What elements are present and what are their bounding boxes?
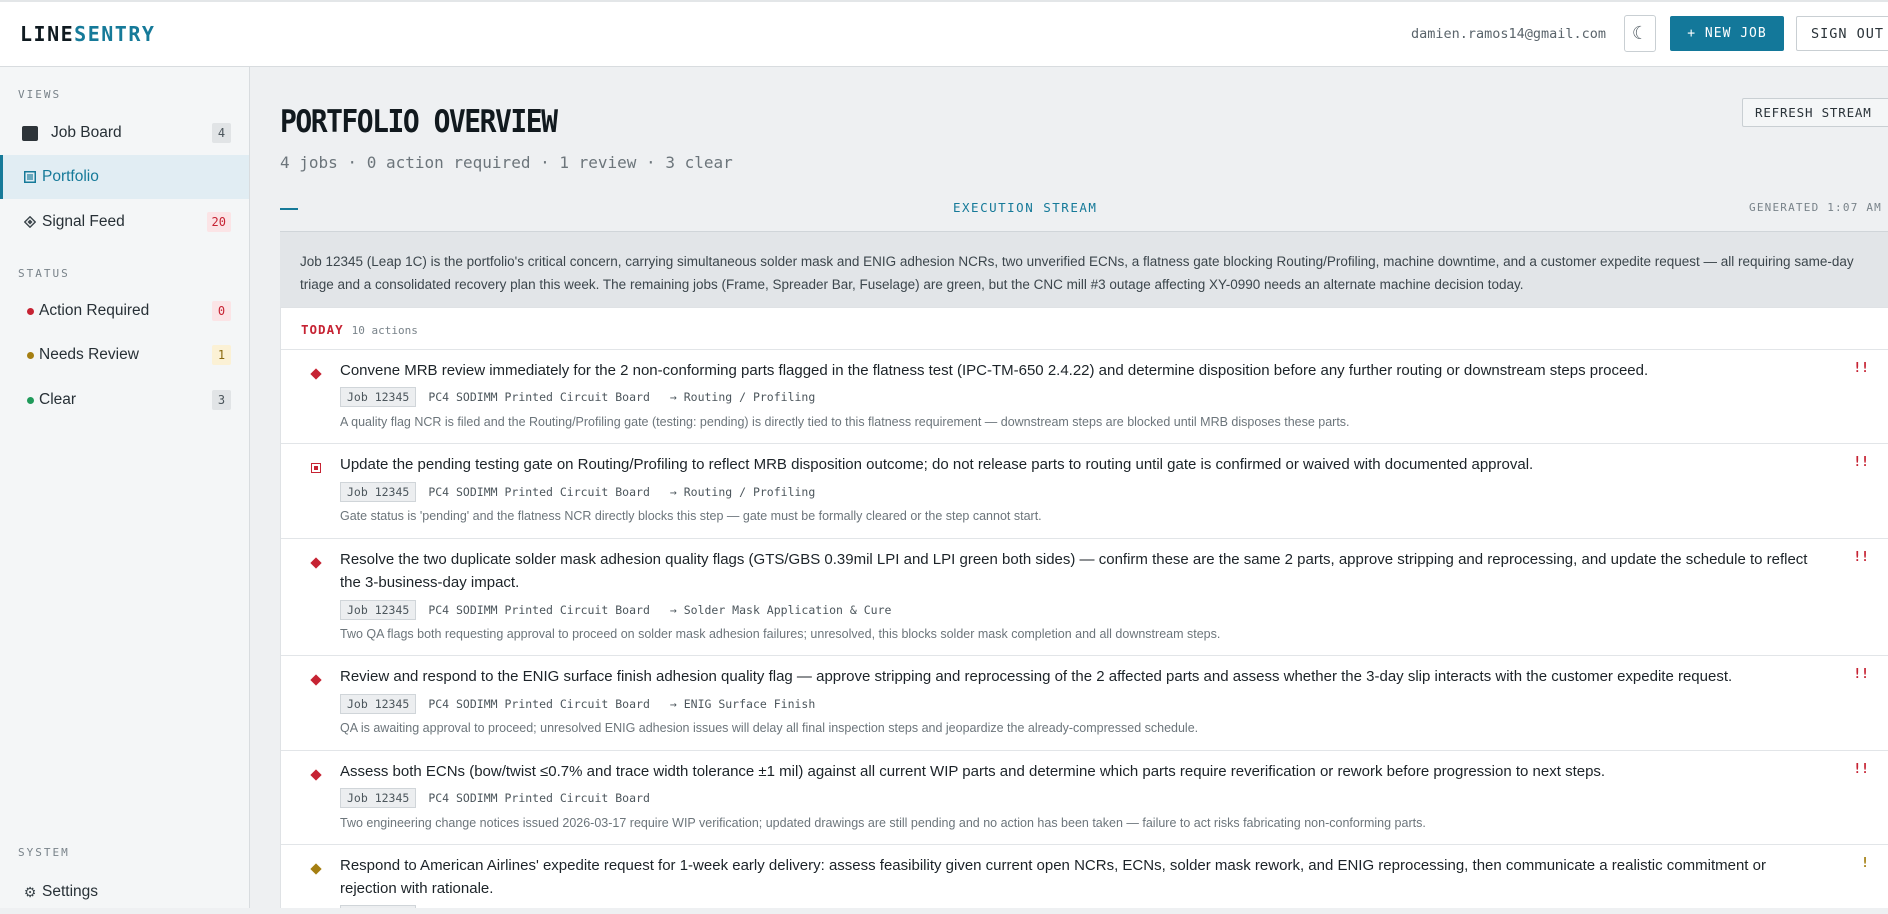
action-note: A quality flag NCR is filed and the Routing/Profiling gate (testing: pending) is directly tied to this flatness requirement — downstream steps are blocked until MRB disposes these parts.: [340, 415, 1350, 429]
stream-divider: [280, 208, 298, 210]
action-required-count: 0: [212, 301, 231, 321]
sign-out-button[interactable]: SIGN OUT: [1796, 16, 1888, 51]
part-name: PC4 SODIMM Printed Circuit Board: [428, 791, 650, 805]
gate-icon: [311, 463, 321, 473]
step-name: → Solder Mask Application & Cure: [669, 603, 892, 617]
generated-timestamp: GENERATED 1:07 AM: [1749, 201, 1882, 214]
review-diamond-icon: [310, 863, 321, 874]
priority-marker: !!: [1853, 762, 1869, 777]
critical-diamond-icon: [310, 368, 321, 379]
priority-marker: !!: [1853, 455, 1869, 470]
sidebar-item-label: Needs Review: [39, 346, 139, 363]
status-dot-green: [22, 397, 38, 404]
app-logo[interactable]: [20, 22, 155, 46]
sidebar-item-signal-feed[interactable]: [0, 200, 249, 244]
action-meta: [340, 482, 815, 502]
sidebar-item-needs-review[interactable]: [0, 333, 249, 377]
critical-diamond-icon: [310, 769, 321, 780]
sidebar-item-label: Signal Feed: [42, 213, 125, 230]
status-section-label: STATUS: [18, 267, 70, 280]
priority-marker: !!: [1853, 667, 1869, 682]
sidebar-item-action-required[interactable]: [0, 289, 249, 333]
job-tag[interactable]: Job 12345: [340, 482, 416, 502]
action-title: Respond to American Airlines' expedite request for 1-week early delivery: assess feasibility given current open NCRs, ECNs, solder mask rework, and ENIG reprocessing, then communicate a realistic commitment or rejection with rationale.: [340, 857, 1766, 897]
job-tag[interactable]: Job 12345: [340, 600, 416, 620]
critical-diamond-icon: [310, 674, 321, 685]
action-meta: [340, 387, 815, 407]
page-title: PORTFOLIO OVERVIEW: [280, 103, 557, 140]
page-subtitle: 4 jobs · 0 action required · 1 review · 3 clear: [280, 153, 733, 172]
needs-review-count: 1: [212, 345, 231, 365]
sidebar-item-settings[interactable]: [0, 870, 249, 914]
user-email: damien.ramos14@gmail.com: [1411, 26, 1607, 42]
top-bar: [0, 0, 1888, 67]
top-border: [0, 0, 1888, 2]
action-meta: [340, 788, 650, 808]
part-name: PC4 SODIMM Printed Circuit Board: [428, 390, 650, 404]
critical-diamond-icon: [310, 557, 321, 568]
main-content: [250, 67, 1888, 908]
sidebar-item-clear[interactable]: [0, 378, 249, 422]
step-name: → Routing / Profiling: [669, 390, 816, 404]
job-tag[interactable]: Job 12345: [340, 788, 416, 808]
sidebar: [0, 67, 250, 908]
refresh-stream-button[interactable]: REFRESH STREAM: [1742, 98, 1888, 127]
sidebar-item-label: Action Required: [39, 302, 150, 319]
execution-stream-label: EXECUTION STREAM: [953, 200, 1098, 215]
action-item[interactable]: [281, 538, 1888, 655]
priority-marker: !: [1861, 856, 1869, 871]
priority-marker: !!: [1853, 361, 1869, 376]
action-item[interactable]: [281, 750, 1888, 844]
portfolio-summary: Job 12345 (Leap 1C) is the portfolio's critical concern, carrying simultaneous solder mask and ENIG adhesion NCRs, two unverified ECNs, a flatness gate blocking Routing/Profiling, machine downtime, and a customer expedite request — all requiring same-day triage and a consolidated recovery plan this week. The remaining jobs (Frame, Spreader Bar, Fuselage) are green, but the CNC mill #3 outage affecting XY-0990 needs an alternate machine decision today.: [280, 231, 1888, 307]
part-name: PC4 SODIMM Printed Circuit Board: [428, 603, 650, 617]
logo-text-sentry: SENTRY: [74, 22, 156, 46]
signal-feed-count: 20: [207, 212, 231, 232]
system-section-label: SYSTEM: [18, 846, 70, 859]
sidebar-item-label: Job Board: [51, 124, 122, 141]
sidebar-item-label: Settings: [42, 883, 99, 900]
part-name: PC4 SODIMM Printed Circuit Board: [428, 485, 650, 499]
status-dot-red: [22, 308, 38, 315]
sidebar-item-label: Clear: [39, 391, 77, 408]
job-board-count: 4: [212, 123, 231, 143]
today-label: TODAY: [301, 322, 344, 337]
board-icon: [22, 126, 38, 141]
action-note: Two engineering change notices issued 2026-03-17 require WIP verification; updated drawings are still pending and no action has been taken — failure to act risks fabricating non-conforming parts.: [340, 816, 1426, 830]
sidebar-item-portfolio[interactable]: [0, 155, 249, 199]
step-name: → Routing / Profiling: [669, 485, 816, 499]
theme-toggle-button[interactable]: [1624, 15, 1656, 52]
action-title: Update the pending testing gate on Routing/Profiling to reflect MRB disposition outcome; do not release parts to routing until gate is confirmed or waived with documented approval.: [340, 456, 1534, 473]
action-title: Resolve the two duplicate solder mask adhesion quality flags (GTS/GBS 0.39mil LPI and LPI green both sides) — confirm these are the same 2 parts, approve stripping and reprocessing, and update the schedule to reflect the 3-business-day impact.: [340, 551, 1808, 591]
part-name: PC4 SODIMM Printed Circuit Board: [428, 697, 650, 711]
action-title: Convene MRB review immediately for the 2 non-conforming parts flagged in the flatness test (IPC-TM-650 2.4.22) and determine disposition before any further routing or downstream steps proceed.: [340, 362, 1649, 379]
action-item[interactable]: [281, 349, 1888, 443]
job-tag[interactable]: Job 12345: [340, 694, 416, 714]
action-item[interactable]: [281, 655, 1888, 750]
action-meta: [340, 694, 815, 714]
logo-text-line: LINE: [20, 22, 75, 46]
action-note: Gate status is 'pending' and the flatness NCR directly blocks this step — gate must be formally cleared or the step cannot start.: [340, 509, 1042, 523]
today-header: [301, 322, 418, 337]
action-note: QA is awaiting approval to proceed; unresolved ENIG adhesion issues will delay all final inspection steps and jeopardize the already-compressed schedule.: [340, 721, 1199, 735]
moon-icon: ☾: [1631, 23, 1649, 43]
gear-icon: ⚙: [23, 883, 37, 900]
sidebar-item-job-board[interactable]: [0, 111, 249, 155]
actions-count: 10 actions: [351, 324, 418, 337]
job-tag[interactable]: Job 12345: [340, 387, 416, 407]
sidebar-item-label: Portfolio: [42, 168, 99, 185]
action-title: Review and respond to the ENIG surface finish adhesion quality flag — approve stripping and reprocessing of the 2 affected parts and assess whether the 3-day slip interacts with the customer expedite request.: [340, 668, 1733, 685]
clear-count: 3: [212, 390, 231, 410]
action-note: Two QA flags both requesting approval to proceed on solder mask adhesion failures; unresolved, this blocks solder mask completion and all downstream steps.: [340, 627, 1221, 641]
portfolio-icon: [22, 171, 38, 183]
action-title: Assess both ECNs (bow/twist ≤0.7% and trace width tolerance ±1 mil) against all current WIP parts and determine which parts require reverification or rework before progression to next steps.: [340, 763, 1606, 780]
new-job-button[interactable]: + NEW JOB: [1670, 16, 1784, 51]
status-dot-amber: [22, 352, 38, 359]
step-name: → ENIG Surface Finish: [669, 697, 816, 711]
action-item[interactable]: [281, 844, 1888, 908]
priority-marker: !!: [1853, 550, 1869, 565]
action-meta: [340, 600, 891, 620]
action-list: [280, 307, 1888, 908]
signal-icon: [22, 216, 38, 228]
action-item[interactable]: [281, 443, 1888, 538]
views-section-label: VIEWS: [18, 88, 62, 101]
